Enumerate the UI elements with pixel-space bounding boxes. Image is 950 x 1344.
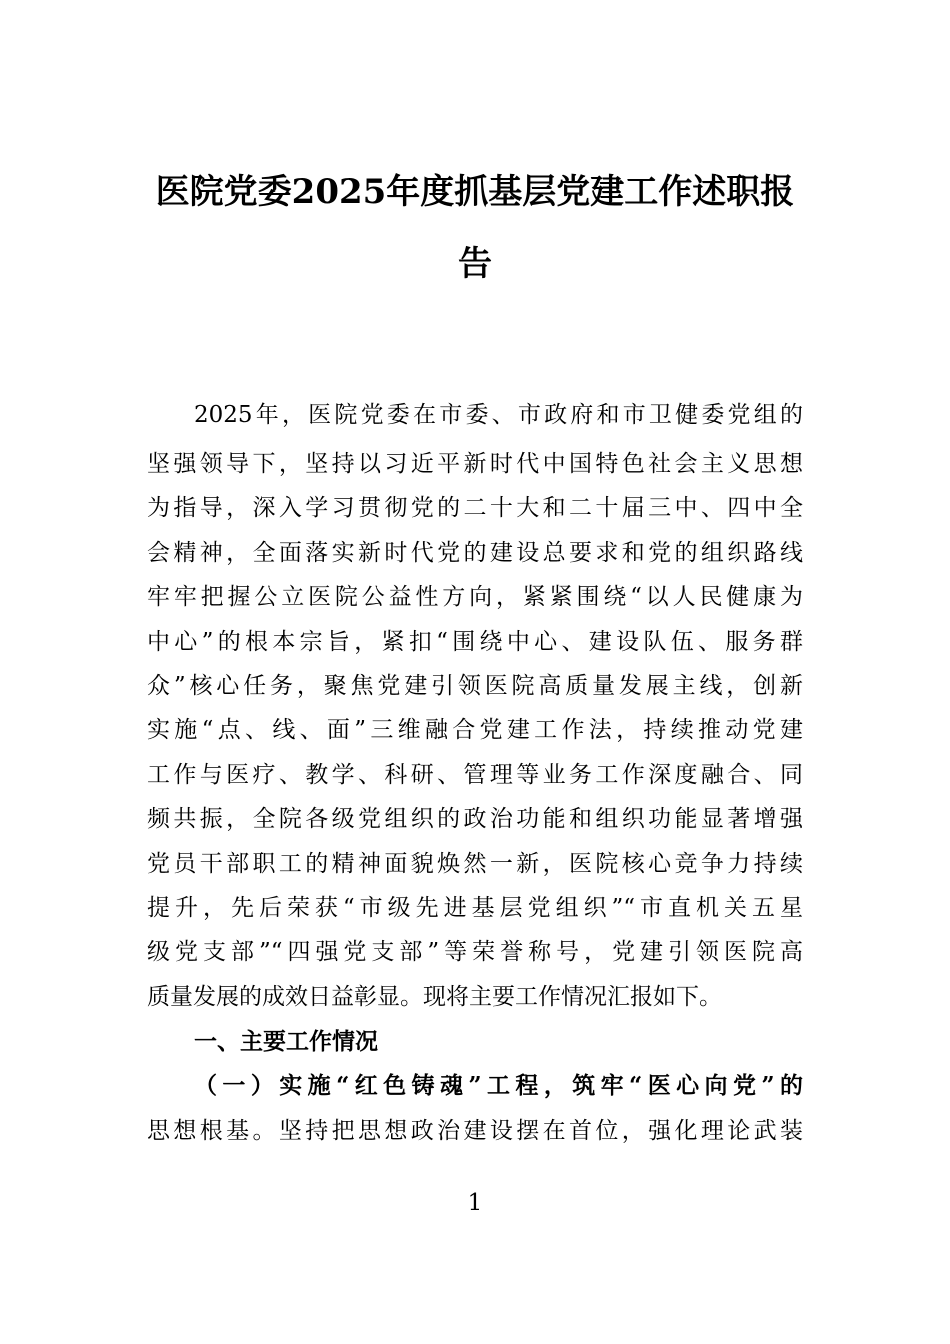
intro-paragraph-line: 坚强领导下，坚持以习近平新时代中国特色社会主义思想: [147, 451, 803, 477]
intro-paragraph-line: 提升，先后荣获“市级先进基层党组织”“市直机关五星: [147, 895, 803, 921]
page-number: 1: [467, 1190, 483, 1216]
intro-paragraph-line: 频共振，全院各级党组织的政治功能和组织功能显著增强: [147, 806, 803, 832]
intro-paragraph-line: 中心”的根本宗旨，紧扣“围绕中心、建设队伍、服务群: [147, 629, 803, 655]
subsection-heading-line: （一）实施“红色铸魂”工程，筑牢“医心向党”的: [194, 1072, 803, 1099]
intro-paragraph-line: 牢牢把握公立医院公益性方向，紧紧围绕“以人民健康为: [147, 584, 803, 610]
intro-paragraph-line: 众”核心任务，聚焦党建引领医院高质量发展主线，创新: [147, 673, 803, 699]
intro-paragraph-line: 为指导，深入学习贯彻党的二十大和二十届三中、四中全: [147, 495, 803, 521]
document-title-line-2: 告: [458, 244, 492, 284]
intro-paragraph-line: 实施“点、线、面”三维融合党建工作法，持续推动党建: [147, 717, 803, 743]
section-heading: 一、主要工作情况: [194, 1029, 378, 1055]
subsection-paragraph-line: 思想根基。坚持把思想政治建设摆在首位，强化理论武装: [147, 1118, 803, 1144]
intro-paragraph-line: 党员干部职工的精神面貌焕然一新，医院核心竞争力持续: [147, 851, 803, 877]
intro-paragraph-line: 2025年，医院党委在市委、市政府和市卫健委党组的: [194, 402, 803, 428]
intro-paragraph-line: 级党支部”“四强党支部”等荣誉称号，党建引领医院高: [147, 939, 803, 965]
intro-paragraph-line: 会精神，全面落实新时代党的建设总要求和党的组织路线: [147, 540, 803, 566]
intro-paragraph-line: 质量发展的成效日益彰显。现将主要工作情况汇报如下。: [147, 984, 722, 1010]
intro-paragraph-line: 工作与医疗、教学、科研、管理等业务工作深度融合、同: [147, 762, 803, 788]
document-title-line-1: 医院党委2025年度抓基层党建工作述职报: [155, 172, 795, 212]
